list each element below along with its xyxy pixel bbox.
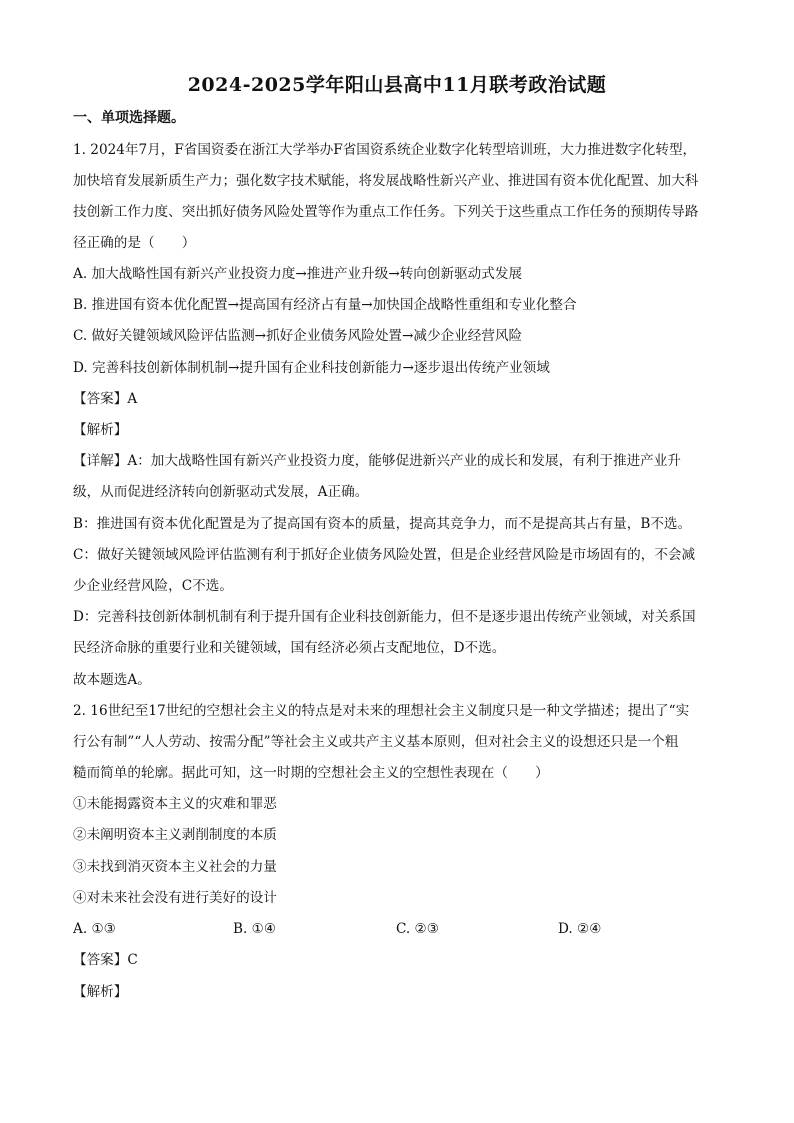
q2-item-3: ③未找到消灭资本主义社会的力量 — [73, 859, 277, 875]
q1-option-b: B. 推进国有资本优化配置→提高国有经济占有量→加快国企战略性重组和专业化整合 — [73, 297, 577, 313]
q1-stem-line: 加快培育发展新质生产力；强化数字技术赋能，将发展战略性新兴产业、推进国有资本优化配置、加大科 — [73, 173, 699, 189]
q1-stem-line: 径正确的是（ ） — [73, 235, 196, 251]
q2-item-1: ①未能揭露资本主义的灾难和罪恶 — [73, 796, 277, 812]
q2-option-a: A. ①③ — [73, 921, 116, 937]
q1-detail-line: C：做好关键领域风险评估监测有利于抓好企业债务风险处置，但是企业经营风险是市场固有的，不会减 — [73, 547, 696, 563]
q2-answer: 【答案】C — [73, 952, 138, 968]
q2-option-d: D. ②④ — [558, 921, 602, 937]
q2-item-4: ④对未来社会没有进行美好的设计 — [73, 890, 277, 906]
exam-title: 2024-2025学年阳山县高中11月联考政治试题 — [187, 74, 607, 96]
q1-detail-line: 级，从而促进经济转向创新驱动式发展，A正确。 — [73, 484, 369, 500]
q1-analysis-label: 【解析】 — [73, 422, 128, 438]
q1-option-a: A. 加大战略性国有新兴产业投资力度→推进产业升级→转向创新驱动式发展 — [73, 266, 523, 282]
q1-option-c: C. 做好关键领域风险评估监测→抓好企业债务风险处置→减少企业经营风险 — [73, 328, 523, 344]
q1-conclusion: 故本题选A。 — [73, 672, 151, 688]
q2-option-b: B. ①④ — [233, 921, 277, 937]
q2-analysis-label: 【解析】 — [73, 984, 128, 1000]
q1-stem-line: 1. 2024年7月，F省国资委在浙江大学举办F省国资系统企业数字化转型培训班，大力推进数字化转型， — [73, 142, 697, 158]
q1-stem-line: 技创新工作力度、突出抓好债务风险处置等作为重点工作任务。下列关于这些重点工作任务的预期传导路 — [73, 204, 699, 220]
q2-item-2: ②未阐明资本主义剥削制度的本质 — [73, 827, 277, 843]
q2-stem-line: 糙而简单的轮廓。据此可知，这一时期的空想社会主义的空想性表现在（ ） — [73, 765, 549, 781]
q2-stem-line: 行公有制”“人人劳动、按需分配”等社会主义或共产主义基本原则，但对社会主义的设想还只是一个粗 — [73, 734, 679, 750]
q1-detail-line: B：推进国有资本优化配置是为了提高国有资本的质量，提高其竞争力，而不是提高其占有量，B不选。 — [73, 516, 692, 532]
q1-answer: 【答案】A — [73, 391, 138, 407]
q1-detail-line: 【详解】A：加大战略性国有新兴产业投资力度，能够促进新兴产业的成长和发展，有利于推进产业升 — [73, 453, 681, 469]
q1-detail-line: D：完善科技创新体制机制有利于提升国有企业科技创新能力，但不是逐步退出传统产业领域，对关系国 — [73, 609, 696, 625]
q1-detail-line: 少企业经营风险，C不选。 — [73, 578, 233, 594]
q1-option-d: D. 完善科技创新体制机制→提升国有企业科技创新能力→逐步退出传统产业领域 — [73, 360, 550, 376]
q1-detail-line: 民经济命脉的重要行业和关键领域，国有经济必须占支配地位，D不选。 — [73, 640, 506, 656]
section-heading: 一、单项选择题。 — [73, 110, 185, 126]
q2-stem-line: 2. 16世纪至17世纪的空想社会主义的特点是对未来的理想社会主义制度只是一种文学描述；提出了“实 — [73, 703, 690, 719]
q2-option-c: C. ②③ — [396, 921, 439, 937]
